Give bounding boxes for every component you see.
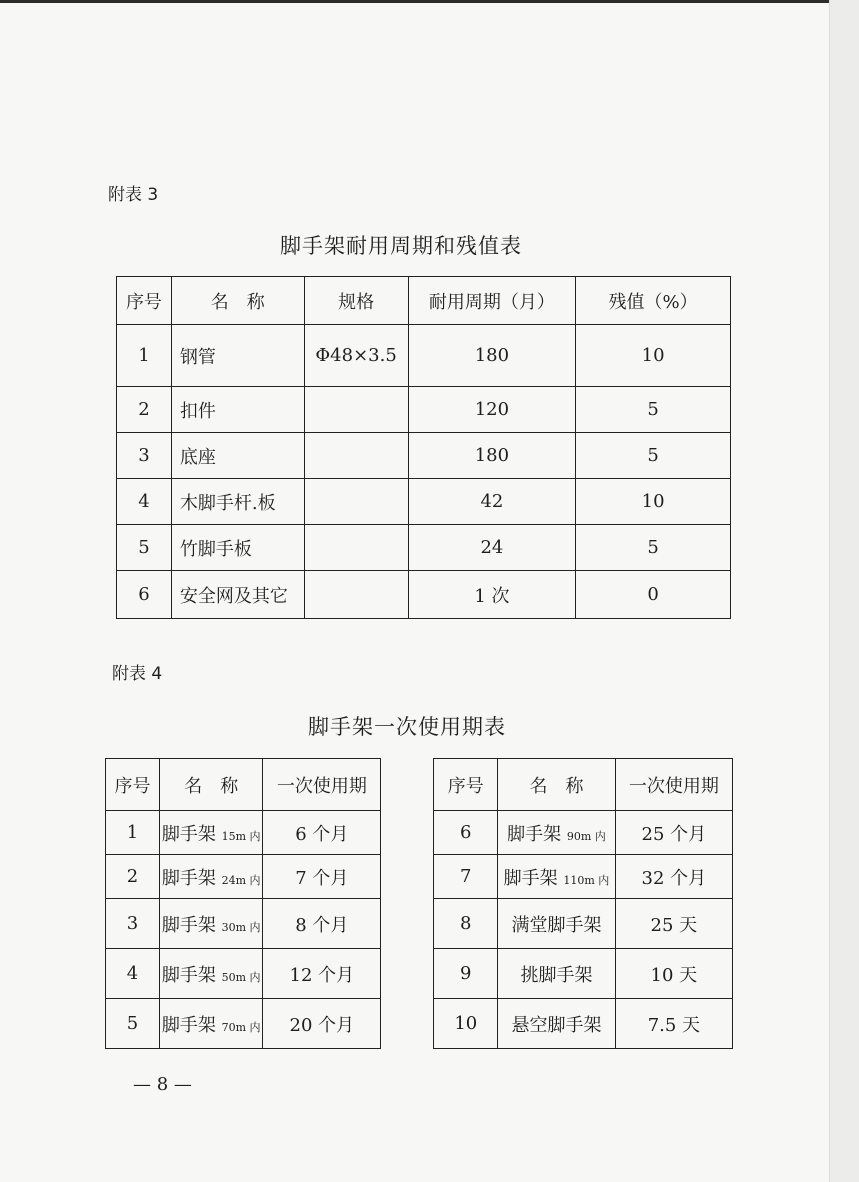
durable-period: 24 bbox=[408, 525, 576, 571]
item-name bbox=[160, 949, 263, 999]
durable-period: 1 次 bbox=[408, 571, 576, 619]
height-limit-text: 110m 内 bbox=[563, 873, 610, 887]
height-limit-text: 70m 内 bbox=[221, 1020, 261, 1034]
row-number: 1 bbox=[117, 325, 172, 387]
name-text: 满堂脚手架 bbox=[511, 914, 602, 936]
column-gap bbox=[381, 855, 434, 899]
table-row bbox=[117, 387, 731, 433]
appendix3-header-cell: 名 称 bbox=[171, 277, 304, 325]
row-number: 3 bbox=[106, 899, 160, 949]
row-number: 5 bbox=[106, 999, 160, 1049]
appendix4-header-cell: 序号 bbox=[434, 759, 498, 811]
appendix4-label: 附表 4 bbox=[112, 664, 163, 684]
appendix4-header-row bbox=[106, 759, 733, 811]
column-gap bbox=[381, 899, 434, 949]
appendix4-title: 脚手架一次使用期表 bbox=[308, 715, 506, 739]
appendix4-header-cell: 序号 bbox=[106, 759, 160, 811]
table-row bbox=[117, 433, 731, 479]
row-number: 4 bbox=[106, 949, 160, 999]
use-period: 7 个月 bbox=[263, 855, 381, 899]
residual-value: 10 bbox=[576, 479, 731, 525]
use-period: 8 个月 bbox=[263, 899, 381, 949]
row-number: 7 bbox=[434, 855, 498, 899]
row-number: 2 bbox=[106, 855, 160, 899]
table-row bbox=[106, 999, 733, 1049]
table-row bbox=[106, 855, 733, 899]
row-number: 3 bbox=[117, 433, 172, 479]
item-name: 竹脚手板 bbox=[171, 525, 304, 571]
name-text: 挑脚手架 bbox=[520, 964, 593, 986]
row-number: 5 bbox=[117, 525, 172, 571]
appendix3-header-cell: 耐用周期（月） bbox=[408, 277, 576, 325]
column-gap bbox=[381, 949, 434, 999]
item-name bbox=[498, 949, 616, 999]
item-name: 木脚手杆.板 bbox=[171, 479, 304, 525]
item-name bbox=[160, 999, 263, 1049]
durable-period: 180 bbox=[408, 325, 576, 387]
height-limit-text: 24m 内 bbox=[221, 873, 261, 887]
table-row bbox=[106, 811, 733, 855]
appendix3-table bbox=[116, 276, 731, 619]
durable-period: 42 bbox=[408, 479, 576, 525]
row-number: 1 bbox=[106, 811, 160, 855]
use-period: 20 个月 bbox=[263, 999, 381, 1049]
row-number: 2 bbox=[117, 387, 172, 433]
appendix3-header-cell: 序号 bbox=[117, 277, 172, 325]
appendix3-label: 附表 3 bbox=[108, 185, 159, 205]
use-period: 6 个月 bbox=[263, 811, 381, 855]
item-name: 安全网及其它 bbox=[171, 571, 304, 619]
use-period: 32 个月 bbox=[615, 855, 732, 899]
scan-right-edge bbox=[829, 0, 859, 1182]
item-spec bbox=[304, 479, 408, 525]
height-limit-text: 50m 内 bbox=[221, 970, 261, 984]
appendix3-header-row bbox=[117, 277, 731, 325]
column-gap bbox=[381, 999, 434, 1049]
table-row bbox=[117, 571, 731, 619]
item-name bbox=[498, 811, 616, 855]
item-spec bbox=[304, 387, 408, 433]
item-name bbox=[160, 899, 263, 949]
appendix4-header-cell: 名 称 bbox=[160, 759, 263, 811]
item-spec bbox=[304, 525, 408, 571]
row-number: 6 bbox=[434, 811, 498, 855]
residual-value: 10 bbox=[576, 325, 731, 387]
appendix3-header-cell: 规格 bbox=[304, 277, 408, 325]
residual-value: 5 bbox=[576, 525, 731, 571]
item-name: 钢管 bbox=[171, 325, 304, 387]
item-name bbox=[498, 999, 616, 1049]
item-name bbox=[160, 811, 263, 855]
column-gap bbox=[381, 811, 434, 855]
table-row bbox=[106, 899, 733, 949]
name-text: 脚手架 bbox=[507, 823, 562, 845]
durable-period: 180 bbox=[408, 433, 576, 479]
appendix4-table bbox=[105, 758, 733, 1049]
row-number: 4 bbox=[117, 479, 172, 525]
name-text: 脚手架 bbox=[161, 914, 216, 936]
use-period: 12 个月 bbox=[263, 949, 381, 999]
row-number: 10 bbox=[434, 999, 498, 1049]
appendix4-header-cell: 一次使用期 bbox=[615, 759, 732, 811]
height-limit-text: 90m 内 bbox=[566, 829, 606, 843]
height-limit-text: 15m 内 bbox=[221, 829, 261, 843]
table-row bbox=[117, 479, 731, 525]
use-period: 7.5 天 bbox=[615, 999, 732, 1049]
item-name bbox=[498, 855, 616, 899]
residual-value: 0 bbox=[576, 571, 731, 619]
name-text: 悬空脚手架 bbox=[511, 1014, 602, 1036]
row-number: 6 bbox=[117, 571, 172, 619]
scan-top-edge bbox=[0, 0, 835, 3]
item-name bbox=[160, 855, 263, 899]
item-spec bbox=[304, 433, 408, 479]
appendix3-header-cell: 残值（%） bbox=[576, 277, 731, 325]
page-number: — 8 — bbox=[133, 1074, 192, 1095]
appendix3-title: 脚手架耐用周期和残值表 bbox=[280, 234, 522, 258]
use-period: 10 天 bbox=[615, 949, 732, 999]
appendix4-header-cell: 一次使用期 bbox=[263, 759, 381, 811]
row-number: 9 bbox=[434, 949, 498, 999]
name-text: 脚手架 bbox=[161, 1014, 216, 1036]
item-name bbox=[498, 899, 616, 949]
name-text: 脚手架 bbox=[161, 964, 216, 986]
item-name: 扣件 bbox=[171, 387, 304, 433]
item-spec: Φ48×3.5 bbox=[304, 325, 408, 387]
residual-value: 5 bbox=[576, 433, 731, 479]
table-row bbox=[117, 525, 731, 571]
height-limit-text: 30m 内 bbox=[221, 920, 261, 934]
appendix4-header-cell: 名 称 bbox=[498, 759, 616, 811]
column-gap bbox=[381, 759, 434, 811]
use-period: 25 天 bbox=[615, 899, 732, 949]
use-period: 25 个月 bbox=[615, 811, 732, 855]
durable-period: 120 bbox=[408, 387, 576, 433]
name-text: 脚手架 bbox=[161, 867, 216, 889]
name-text: 脚手架 bbox=[503, 867, 558, 889]
table-row bbox=[106, 949, 733, 999]
name-text: 脚手架 bbox=[161, 823, 216, 845]
row-number: 8 bbox=[434, 899, 498, 949]
item-name: 底座 bbox=[171, 433, 304, 479]
item-spec bbox=[304, 571, 408, 619]
table-row bbox=[117, 325, 731, 387]
residual-value: 5 bbox=[576, 387, 731, 433]
